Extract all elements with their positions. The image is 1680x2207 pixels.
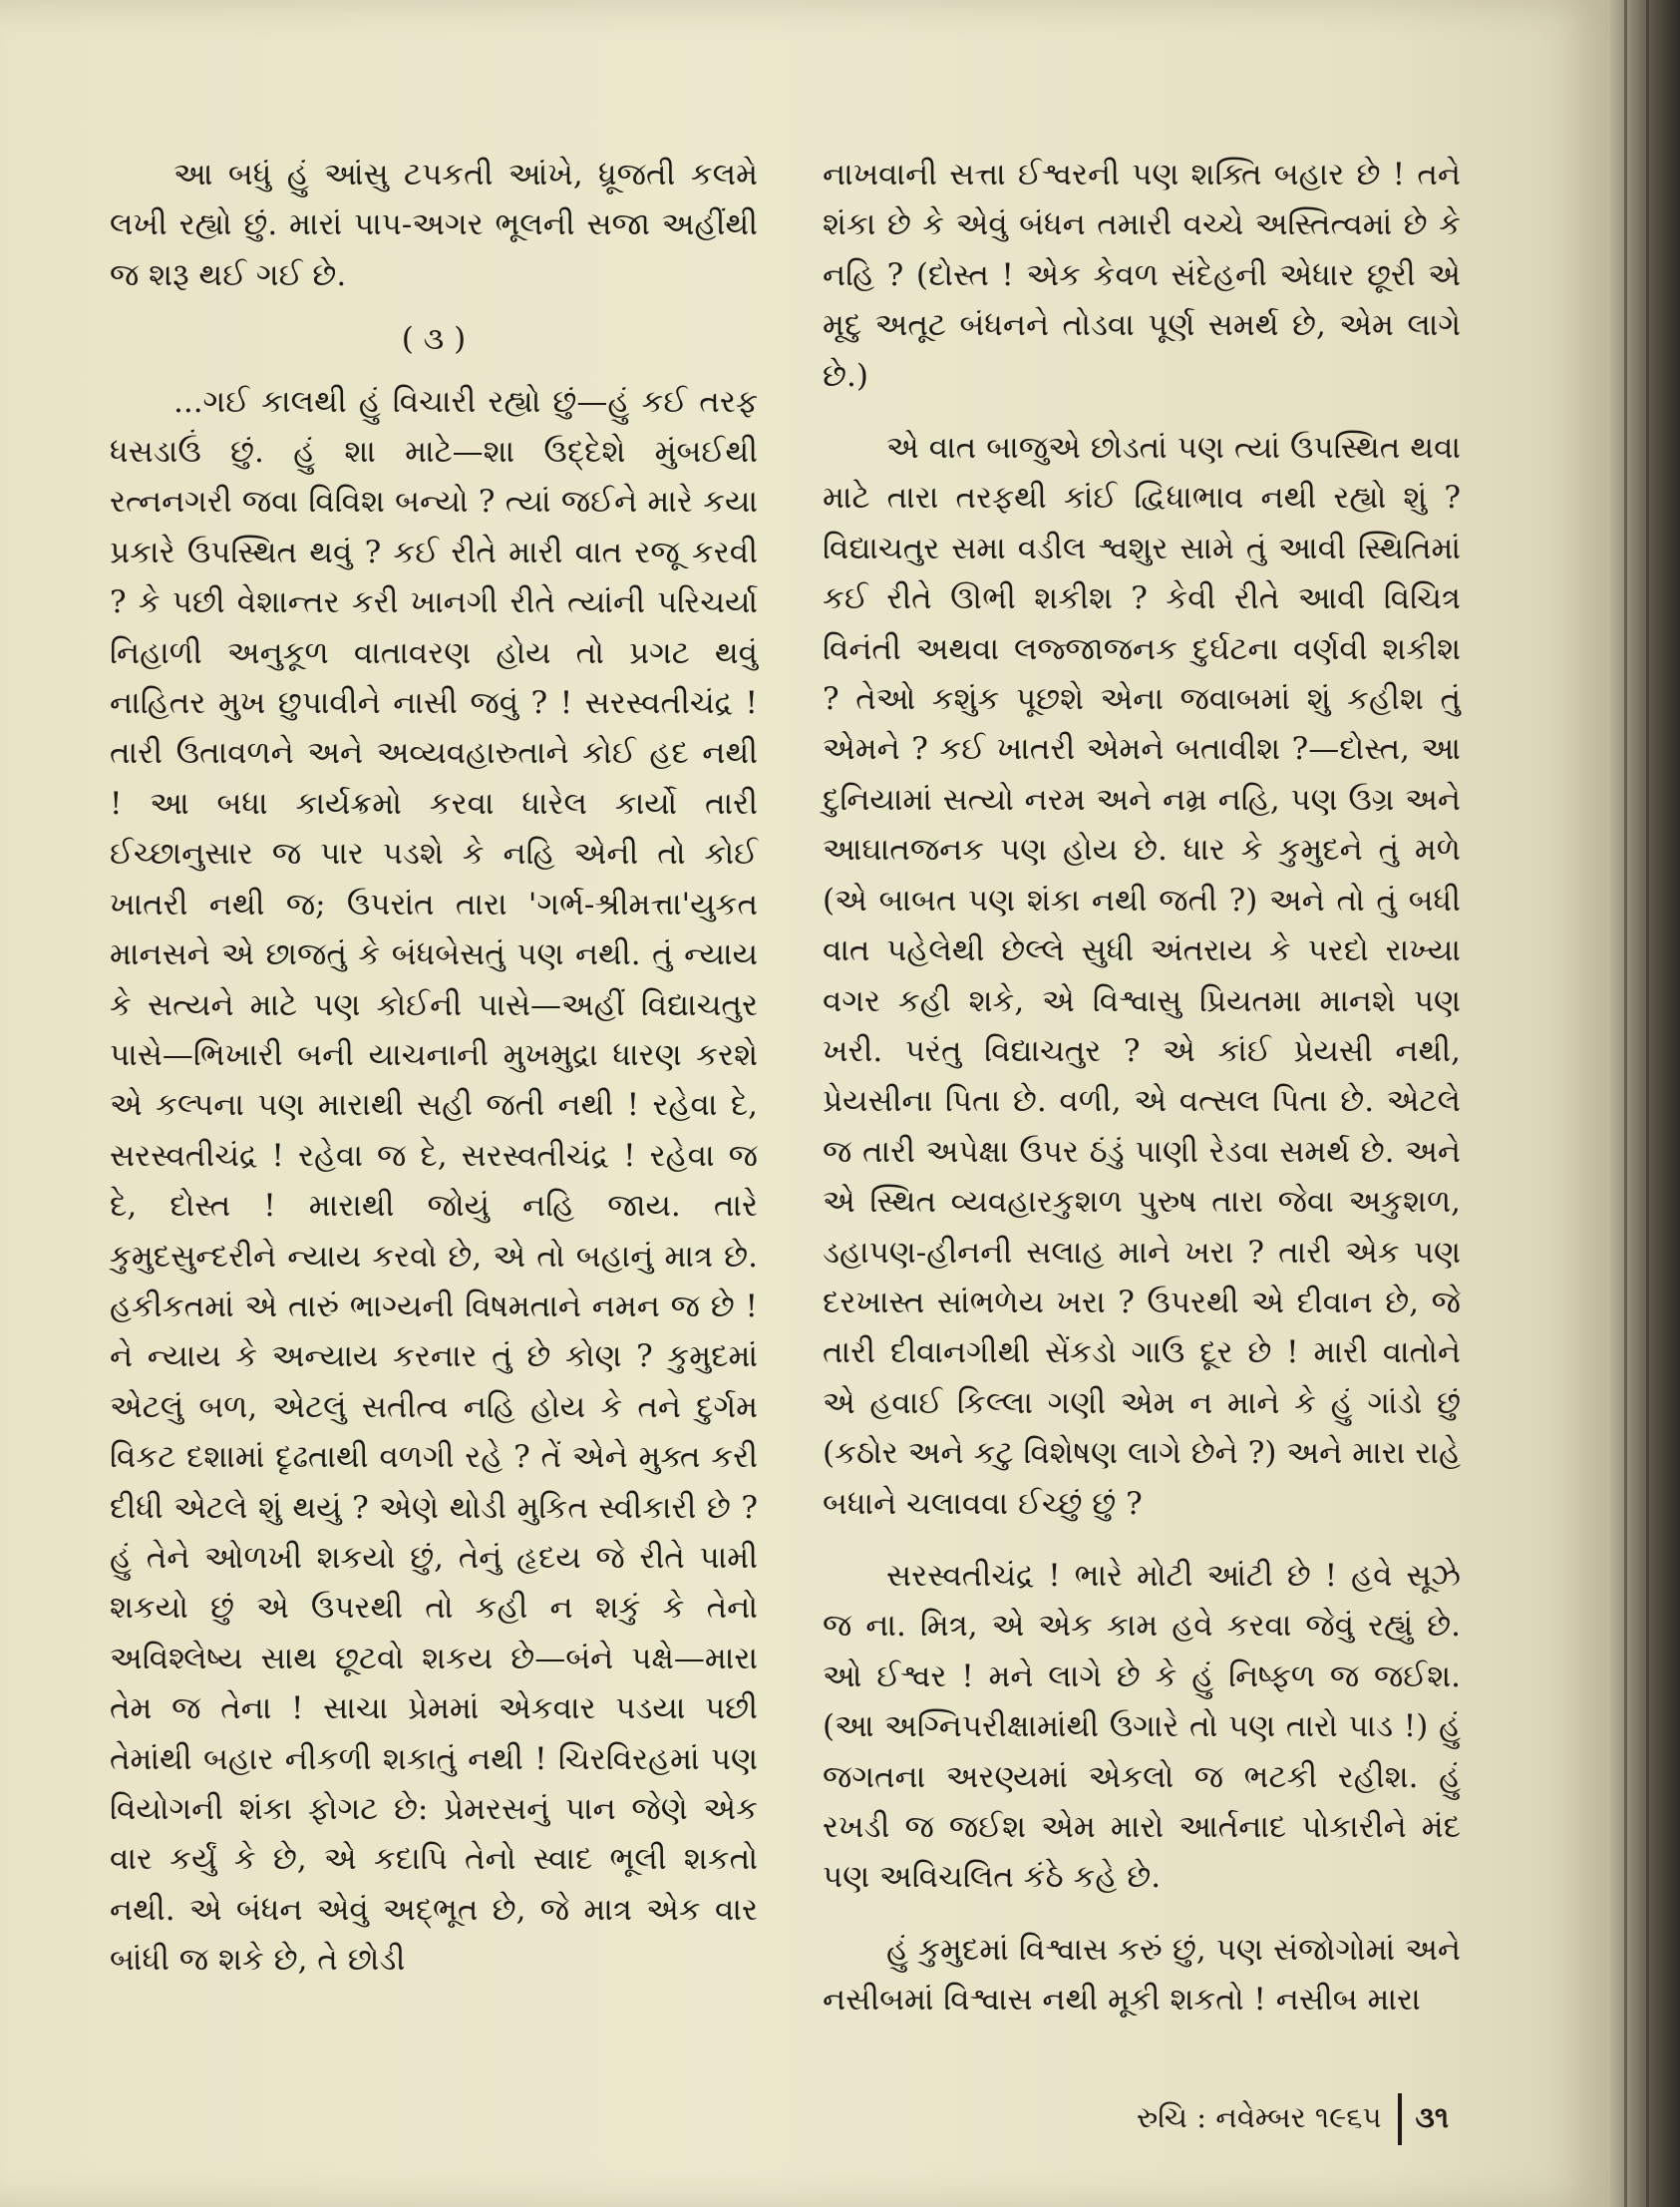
book-spine-edge xyxy=(1610,0,1680,2207)
page-number: ૩૧ xyxy=(1415,2100,1450,2134)
section-body-paragraph: ...ગઈ કાલથી હું વિચારી રહ્યો છું—હું કઈ તરફ ધસડાઉં છું. હું શા માટે—શા ઉદ્દેશે મુંબઈથી રત્નનગરી જવા વિવિશ બન્યો ? ત્યાં જઈને મારે કયા પ્રકારે ઉપસ્થિત થવું ? કઈ રીતે મારી વાત રજૂ કરવી ? કે પછી વેશાન્તર કરી ખાનગી રીતે ત્યાંની પરિચર્યા નિહાળી અનુકૂળ વાતાવરણ હોય તો પ્રગટ થવું નાહિતર મુખ છુપાવીને નાસી જવું ? ! સરસ્વતીચંદ્ર ! તારી ઉતાવળને અને અવ્યવહારુતાને કોઈ હદ નથી ! આ બધા કાર્યક્રમો કરવા ધારેલ કાર્યો તારી ઈચ્છાનુસાર જ પાર પડશે કે નહિ એની તો કોઈ ખાતરી નથી જ; ઉપરાંત તારા 'ગર્ભ-શ્રીમત્તા'યુકત માનસને એ છાજતું કે બંધબેસતું પણ નથી. તું ન્યાય કે સત્યને માટે પણ કોઈની પાસે—અહીં વિદ્યાચતુર પાસે—ભિખારી બની યાચનાની મુખમુદ્રા ધારણ કરશે એ કલ્પના પણ મારાથી સહી જતી નથી ! રહેવા દે, સરસ્વતીચંદ્ર ! રહેવા જ દે, સરસ્વતીચંદ્ર ! રહેવા જ દે, દોસ્ત ! મારાથી જોયું નહિ જાય. તારે કુમુદસુન્દરીને ન્યાય કરવો છે, એ તો બહાનું માત્ર છે. હકીકતમાં એ તારું ભાગ્યની વિષમતાને નમન જ છે ! ને ન્યાય કે અન્યાય કરનાર તું છે કોણ ? કુમુદમાં એટલું બળ, એટલું સતીત્વ નહિ હોય કે તને દુર્ગમ વિકટ દશામાં દૃઢતાથી વળગી રહે ? તેં એને મુક્ત કરી દીધી એટલે શું થયું ? એણે થોડી મુકિત સ્વીકારી છે ? હું તેને ઓળખી શકયો છું, તેનું હૃદય જે રીતે પામી શકયો છું એ ઉપરથી તો કહી ન શકું કે તેનો અવિશ્લેષ્ય સાથ છૂટવો શકય છે—બંને પક્ષે—મારા તેમ જ તેના ! સાચા પ્રેમમાં એકવાર પડયા પછી તેમાંથી બહાર નીકળી શકાતું નથી ! ચિરવિરહમાં પણ વિયોગની શંકા ફોગટ છે: પ્રેમરસનું પાન જેણે એક વાર કર્યું કે છે, એ કદાપિ તેનો સ્વાદ ભૂલી શકતો નથી. એ બંધન એવું અદ્ભૂત છે, જે માત્ર એક વાર બાંધી જ શકે છે, તે છોડી xyxy=(110,383,758,1979)
paragraph-3: સરસ્વતીચંદ્ર ! ભારે મોટી આંટી છે ! હવે સૂઝે જ ના. મિત્ર, એ એક કામ હવે કરવા જેવું રહ્યું છે. ઓ ઈશ્વર ! મને લાગે છે કે હું નિષ્ફળ જ જઈશ. (આ અગ્નિપરીક્ષામાંથી ઉગારે તો પણ તારો પાડ !) હું જગતના અરણ્યમાં એકલો જ ભટકી રહીશ. હું રખડી જ જઈશ એમ મારો આર્તનાદ પોકારીને મંદ પણ અવિચલિત કંઠે કહે છે. xyxy=(823,1557,1461,1896)
spine-line xyxy=(1646,0,1649,2207)
right-column xyxy=(823,150,1461,2025)
intro-paragraph: આ બધું હું આંસુ ટપકતી આંખે, ધ્રૂજતી કલમે લખી રહ્યો છું. મારાં પાપ-અગર ભૂલની સજા અહીંથી જ શરૂ થઈ ગઈ છે. xyxy=(110,157,758,293)
left-column xyxy=(110,150,758,1986)
magazine-issue: રુચિ : નવેમ્બર ૧૯૬૫ xyxy=(1137,2100,1382,2134)
spine-line xyxy=(1624,0,1627,2207)
paragraph-2: એ વાત બાજુએ છોડતાં પણ ત્યાં ઉપસ્થિત થવા માટે તારા તરફથી કાંઈ દ્વિધાભાવ નથી રહ્યો શું ? વિદ્યાચતુર સમા વડીલ શ્વશુર સામે તું આવી સ્થિતિમાં કઈ રીતે ઊભી શકીશ ? કેવી રીતે આવી વિચિત્ર વિનંતી અથવા લજ્જાજનક દુર્ઘટના વર્ણવી શકીશ ? તેઓ કશુંક પૂછશે એના જવાબમાં શું કહીશ તું એમને ? કઈ ખાતરી એમને બતાવીશ ?—દોસ્ત, આ દુનિયામાં સત્યો નરમ અને નમ્ર નહિ, પણ ઉગ્ર અને આઘાતજનક પણ હોય છે. ધાર કે કુમુદને તું મળે (એ બાબત પણ શંકા નથી જતી ?) અને તો તું બધી વાત પહેલેથી છેલ્લે સુધી અંતરાય કે પરદો રાખ્યા વગર કહી શકે, એ વિશ્વાસુ પ્રિયતમા માનશે પણ ખરી. પરંતુ વિદ્યાચતુર ? એ કાંઈ પ્રેયસી નથી, પ્રેયસીના પિતા છે. વળી, એ વત્સલ પિતા છે. એટલે જ તારી અપેક્ષા ઉપર ઠંડું પાણી રેડવા સમર્થ છે. અને એ સ્થિત વ્યવહારકુશળ પુરુષ તારા જેવા અકુશળ, ડહાપણ-હીનની સલાહ માને ખરા ? તારી એક પણ દરખાસ્ત સાંભળેય ખરા ? ઉપરથી એ દીવાન છે, જે તારી દીવાનગીથી સેંકડો ગાઉ દૂર છે ! મારી વાતોને એ હવાઈ કિલ્લા ગણી એમ ન માને કે હું ગાંડો છું (કઠોર અને કટુ વિશેષણ લાગે છેને ?) અને મારા રાહે બધાને ચલાવવા ઈચ્છું છું ? xyxy=(823,430,1461,1522)
page-footer xyxy=(1137,2089,1476,2145)
section-number: ( ૩ ) xyxy=(401,321,467,358)
paragraph-4: હું કુમુદમાં વિશ્વાસ કરું છું, પણ સંજોગોમાં અને નસીબમાં વિશ્વાસ નથી મૂકી શકતો ! નસીબ મારા xyxy=(823,1931,1461,2019)
continued-paragraph: નાખવાની સત્તા ઈશ્વરની પણ શક્તિ બહાર છે ! તને શંકા છે કે એવું બંધન તમારી વચ્ચે અસ્તિત્વમાં છે કે નહિ ? (દોસ્ત ! એક કેવળ સંદેહની એધાર છૂરી એ મૃદુ અતૂટ બંધનને તોડવા પૂર્ણ સમર્થ છે, એમ લાગે છે.) xyxy=(823,157,1461,394)
